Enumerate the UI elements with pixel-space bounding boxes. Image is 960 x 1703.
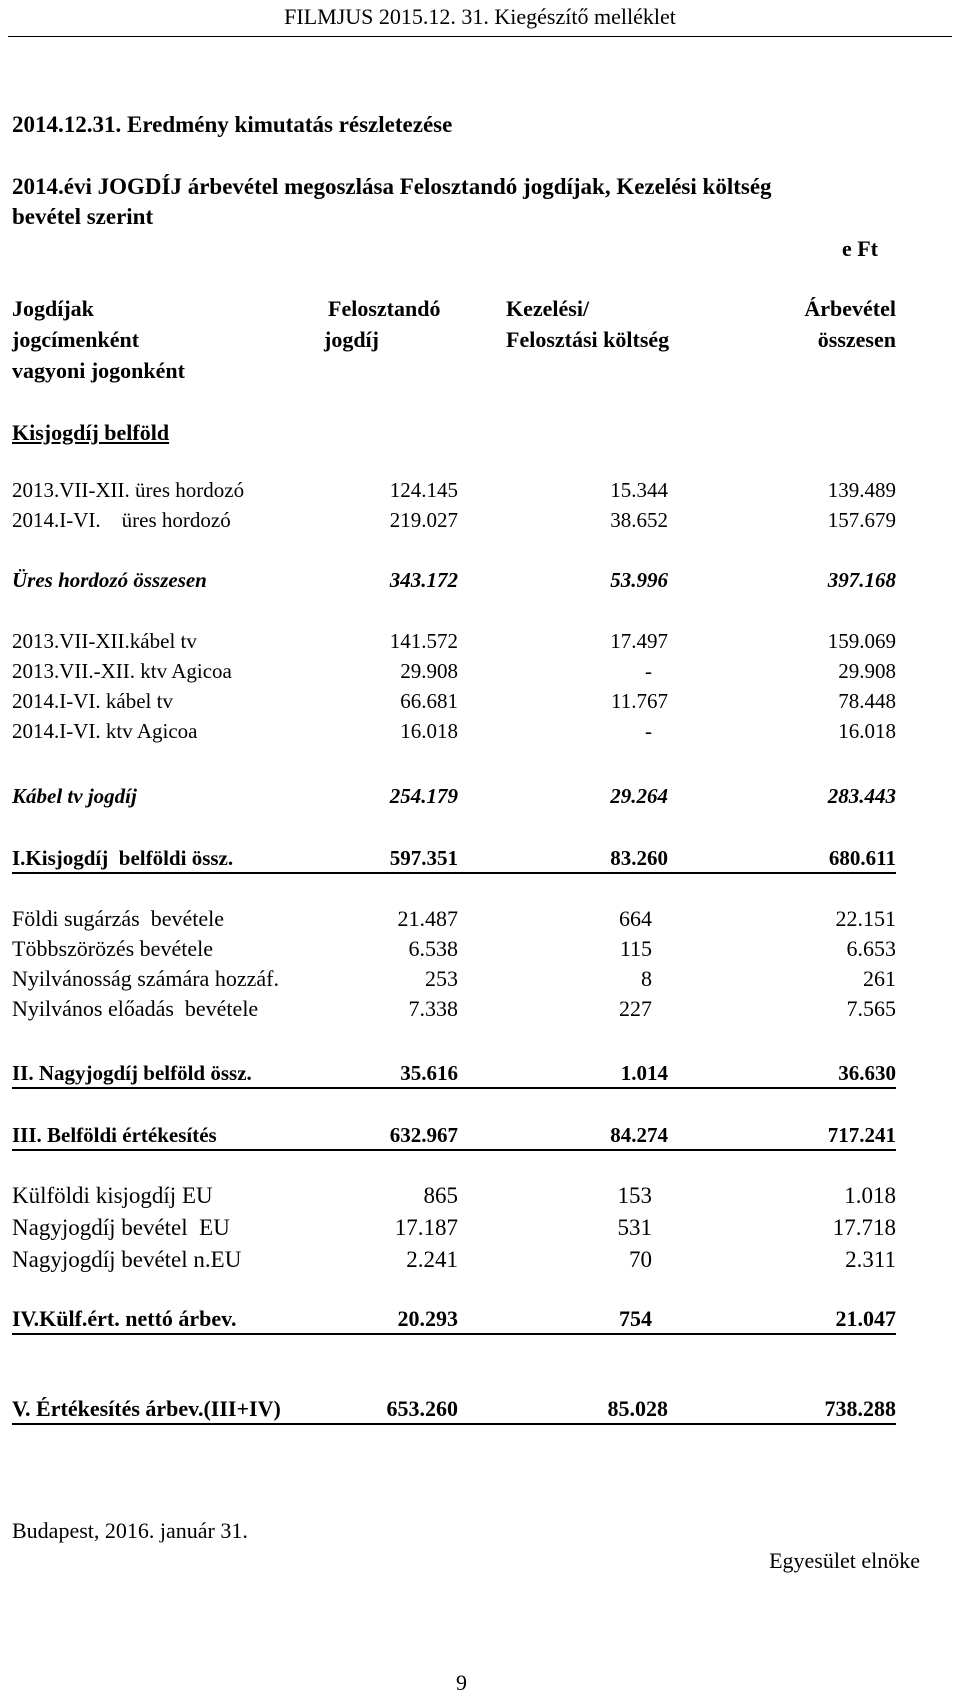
row-arbevetel: 29.908	[838, 659, 896, 683]
row-felosztando: 219.027	[389, 508, 458, 532]
row-arbevetel: 17.718	[832, 1215, 896, 1240]
row-kezelesi: 17.497	[610, 629, 668, 653]
col-header-jogdijak-1: Jogdíjak	[12, 296, 94, 321]
col-header-kezelesi-1: Kezelési/	[506, 296, 590, 321]
table-row	[0, 966, 960, 994]
col-header-felosztando-2: jogdíj	[324, 327, 379, 352]
row-label: 2013.VII.-XII. ktv Agicoa	[12, 659, 232, 683]
table-row	[0, 629, 960, 657]
row-felosztando: 254.179	[389, 784, 458, 808]
row-kezelesi: 754	[619, 1306, 652, 1331]
total-underline	[12, 1149, 896, 1151]
row-felosztando: 17.187	[394, 1215, 458, 1240]
table-row-grand-total	[0, 1396, 960, 1424]
col-header-felosztando-1: Felosztandó	[328, 296, 441, 321]
row-arbevetel: 78.448	[838, 689, 896, 713]
col-header-arbevetel-1: Árbevétel	[804, 296, 896, 321]
table-row-subtotal	[0, 568, 960, 596]
col-header-jogdijak-3: vagyoni jogonként	[12, 358, 185, 383]
signatory: Egyesület elnöke	[769, 1548, 920, 1573]
row-arbevetel: 397.168	[827, 568, 896, 592]
col-header-jogdijak-2: jogcímenként	[12, 327, 140, 352]
row-felosztando: 35.616	[400, 1061, 458, 1085]
row-felosztando: 21.487	[397, 906, 458, 931]
row-felosztando: 7.338	[408, 996, 458, 1021]
row-label: 2013.VII-XII.kábel tv	[12, 629, 197, 653]
unit-label: e Ft	[841, 236, 878, 261]
row-kezelesi: 53.996	[610, 568, 668, 592]
table-row	[0, 719, 960, 747]
table-row	[0, 689, 960, 717]
row-label: II. Nagyjogdíj belföld össz.	[12, 1061, 252, 1085]
table-row	[0, 906, 960, 934]
row-arbevetel: 22.151	[835, 906, 896, 931]
row-arbevetel: 157.679	[827, 508, 896, 532]
table-row	[0, 996, 960, 1024]
row-arbevetel: 6.653	[846, 936, 896, 961]
row-label: Nyilvános előadás bevétele	[12, 996, 259, 1021]
row-arbevetel: 717.241	[827, 1123, 896, 1147]
row-felosztando: 16.018	[400, 719, 458, 743]
report-title: 2014.12.31. Eredmény kimutatás részletezése	[12, 112, 453, 137]
table-row-total	[0, 846, 960, 874]
row-kezelesi: 84.274	[610, 1123, 668, 1147]
table-row	[0, 508, 960, 536]
row-kezelesi: 11.767	[611, 689, 668, 713]
row-kezelesi: 15.344	[610, 478, 668, 502]
table-row	[0, 1215, 960, 1243]
row-arbevetel: 16.018	[838, 719, 896, 743]
place-date: Budapest, 2016. január 31.	[12, 1518, 248, 1543]
row-felosztando: 632.967	[389, 1123, 458, 1147]
total-underline	[12, 1423, 896, 1425]
row-label: Külföldi kisjogdíj EU	[12, 1183, 213, 1208]
row-label: Többszörözés bevétele	[12, 936, 213, 961]
row-kezelesi: 115	[619, 936, 652, 961]
table-row	[0, 478, 960, 506]
row-felosztando: 66.681	[400, 689, 458, 713]
row-label: 2013.VII-XII. üres hordozó	[12, 478, 245, 502]
row-label: Kábel tv jogdíj	[12, 784, 137, 808]
table-row-total	[0, 1061, 960, 1089]
row-arbevetel: 21.047	[835, 1306, 896, 1331]
total-underline	[12, 1087, 896, 1089]
row-label: I.Kisjogdíj belföldi össz.	[12, 846, 234, 870]
row-felosztando: 141.572	[389, 629, 458, 653]
row-label: Nagyjogdíj bevétel n.EU	[12, 1247, 242, 1272]
row-felosztando: 343.172	[389, 568, 458, 592]
total-underline	[12, 1333, 896, 1335]
row-felosztando: 597.351	[389, 846, 458, 870]
table-row-subtotal	[0, 784, 960, 812]
report-subtitle-line1: 2014.évi JOGDÍJ árbevétel megoszlása Felosztandó jogdíjak, Kezelési költség	[12, 174, 772, 199]
row-felosztando: 253	[425, 966, 458, 991]
row-label: 2014.I-VI. ktv Agicoa	[12, 719, 198, 743]
row-kezelesi: 664	[619, 906, 652, 931]
row-kezelesi: 29.264	[610, 784, 668, 808]
row-label: Nagyjogdíj bevétel EU	[12, 1215, 230, 1240]
row-kezelesi: 531	[617, 1215, 652, 1240]
row-arbevetel: 7.565	[846, 996, 896, 1021]
row-label: 2014.I-VI. kábel tv	[12, 689, 173, 713]
row-kezelesi: -	[645, 659, 652, 683]
table-row	[0, 936, 960, 964]
row-kezelesi: 83.260	[610, 846, 668, 870]
row-arbevetel: 283.443	[827, 784, 896, 808]
row-arbevetel: 139.489	[827, 478, 896, 502]
row-felosztando: 2.241	[406, 1247, 458, 1272]
col-header-arbevetel-2: összesen	[817, 327, 896, 352]
table-row-total	[0, 1306, 960, 1334]
document-header: FILMJUS 2015.12. 31. Kiegészítő melléklet	[284, 4, 676, 29]
row-arbevetel: 680.611	[828, 846, 896, 870]
row-arbevetel: 261	[863, 966, 896, 991]
header-divider	[8, 36, 952, 37]
row-kezelesi: 8	[641, 966, 652, 991]
row-kezelesi: 227	[619, 996, 652, 1021]
row-felosztando: 6.538	[408, 936, 458, 961]
row-arbevetel: 738.288	[824, 1396, 896, 1421]
table-row	[0, 1183, 960, 1211]
row-label: Nyilvánosság számára hozzáf.	[12, 966, 279, 991]
row-felosztando: 29.908	[400, 659, 458, 683]
row-kezelesi: 85.028	[607, 1396, 668, 1421]
col-header-kezelesi-2: Felosztási költség	[506, 327, 670, 352]
row-kezelesi: -	[645, 719, 652, 743]
report-subtitle-line2: bevétel szerint	[12, 204, 154, 229]
row-felosztando: 124.145	[389, 478, 458, 502]
row-kezelesi: 153	[617, 1183, 652, 1208]
row-kezelesi: 1.014	[620, 1061, 668, 1085]
row-label: 2014.I-VI. üres hordozó	[12, 508, 231, 532]
row-arbevetel: 1.018	[844, 1183, 896, 1208]
table-row-total	[0, 1123, 960, 1151]
row-label: III. Belföldi értékesítés	[12, 1123, 217, 1147]
row-label: IV.Külf.ért. nettó árbev.	[12, 1306, 237, 1331]
row-kezelesi: 38.652	[610, 508, 668, 532]
row-label: Üres hordozó összesen	[12, 568, 207, 592]
section-heading-kisjogdij: Kisjogdíj belföld	[12, 420, 170, 445]
row-felosztando: 20.293	[397, 1306, 458, 1331]
row-arbevetel: 159.069	[827, 629, 896, 653]
row-kezelesi: 70	[629, 1247, 652, 1272]
row-arbevetel: 36.630	[838, 1061, 896, 1085]
row-label: Földi sugárzás bevétele	[12, 906, 224, 931]
table-row	[0, 1247, 960, 1275]
total-underline	[12, 872, 896, 874]
row-label: V. Értékesítés árbev.(III+IV)	[12, 1396, 281, 1421]
table-row	[0, 659, 960, 687]
page-number: 9	[456, 1670, 467, 1695]
row-arbevetel: 2.311	[845, 1247, 896, 1272]
row-felosztando: 865	[423, 1183, 458, 1208]
row-felosztando: 653.260	[386, 1396, 458, 1421]
